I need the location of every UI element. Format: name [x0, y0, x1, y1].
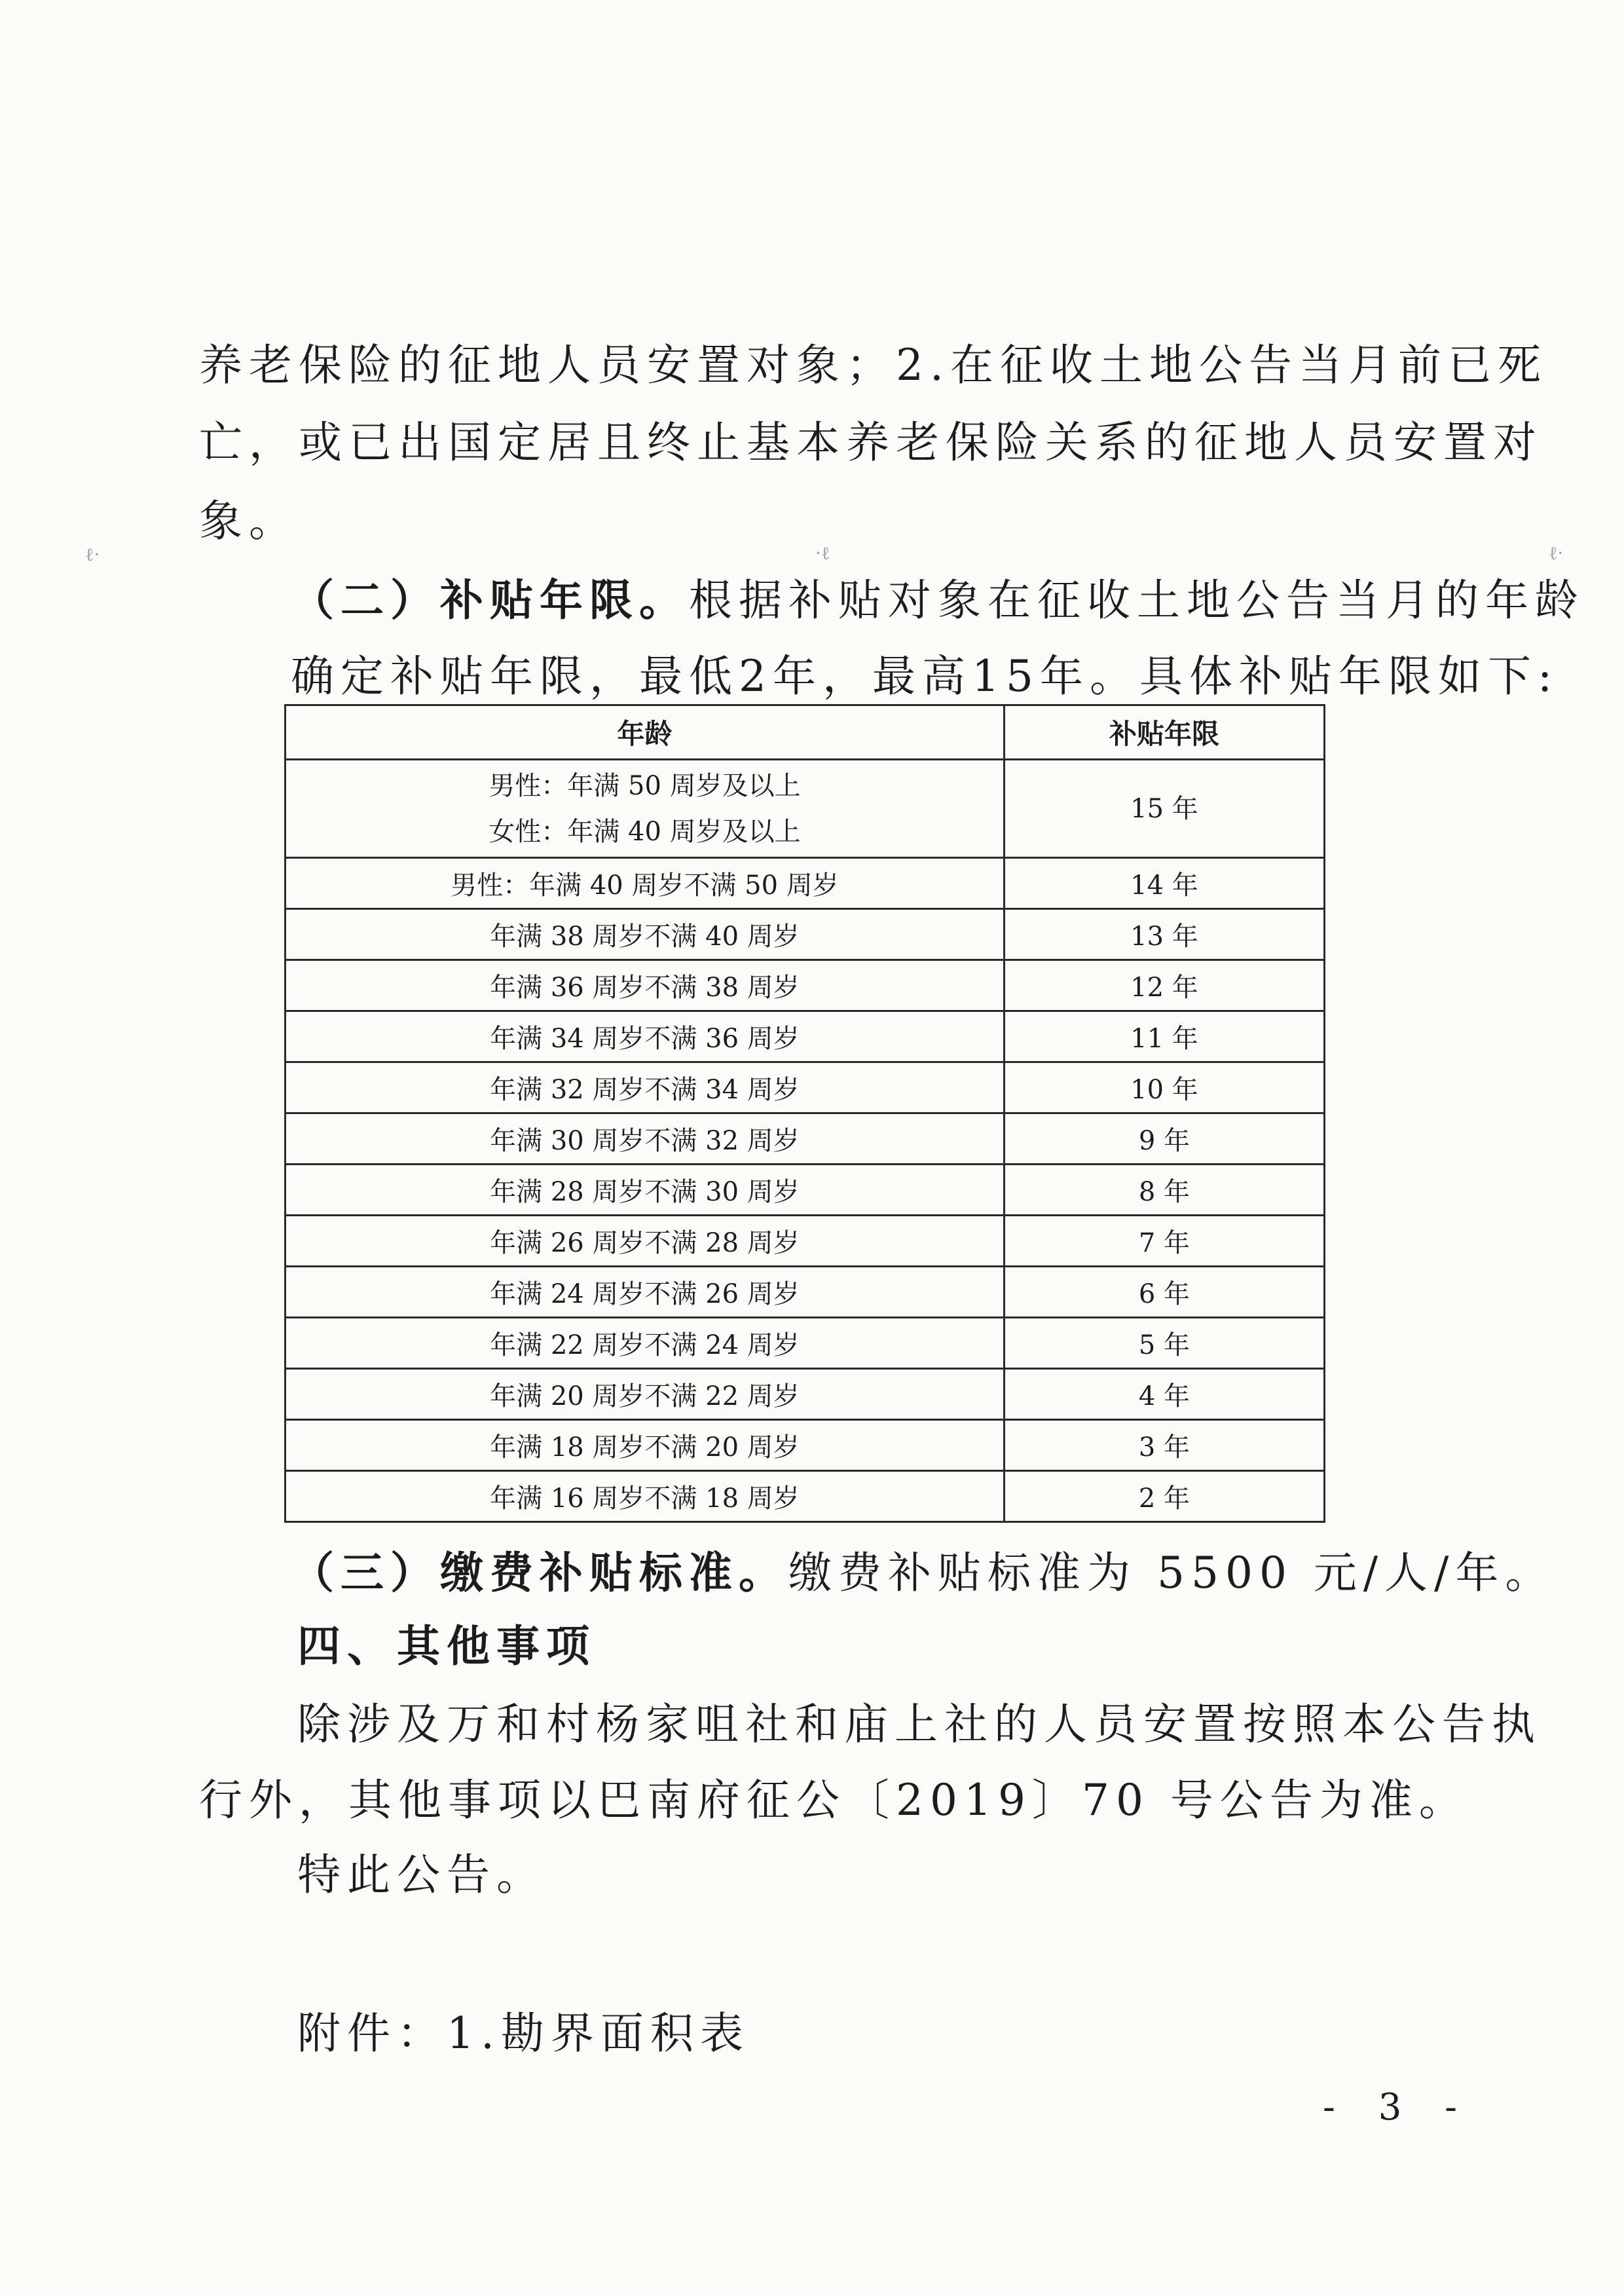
section-2-heading: （二）补贴年限。	[291, 574, 689, 625]
age-cell: 年满 22 周岁不满 24 周岁	[286, 1318, 1005, 1369]
age-cell: 年满 30 周岁不满 32 周岁	[286, 1113, 1005, 1165]
age-cell: 年满 28 周岁不满 30 周岁	[286, 1165, 1005, 1216]
section-3-text: 缴费补贴标准为 5500 元/人/年。	[788, 1548, 1555, 1598]
age-cell	[286, 760, 1005, 858]
years-cell: 2 年	[1004, 1471, 1324, 1522]
years-cell: 13 年	[1004, 909, 1324, 960]
years-cell: 4 年	[1004, 1369, 1324, 1420]
scan-mark: ·ℓ	[815, 542, 830, 564]
years-cell: 14 年	[1004, 858, 1324, 909]
years-cell: 12 年	[1004, 960, 1324, 1011]
section-4-line-1: 除涉及万和村杨家咀社和庙上社的人员安置按照本公告执	[297, 1699, 1541, 1749]
age-cell: 年满 24 周岁不满 26 周岁	[286, 1267, 1005, 1318]
table-row	[286, 909, 1325, 960]
years-cell: 10 年	[1004, 1062, 1324, 1113]
scan-mark: ℓ·	[1549, 542, 1564, 564]
section-2-line-2: 确定补贴年限，最低2年，最高15年。具体补贴年限如下:	[291, 651, 1559, 701]
scan-mark: ℓ·	[85, 544, 100, 565]
page-number: - 3 -	[1323, 2086, 1473, 2129]
table-row	[286, 1165, 1325, 1216]
body-line-2: 亡，或已出国定居且终止基本养老保险关系的征地人员安置对	[199, 417, 1543, 468]
table-row	[286, 1062, 1325, 1113]
years-cell: 6 年	[1004, 1267, 1324, 1318]
age-cell: 年满 16 周岁不满 18 周岁	[286, 1471, 1005, 1522]
body-line-3: 象。	[199, 496, 299, 546]
table-row	[286, 1113, 1325, 1165]
table-row	[286, 1471, 1325, 1522]
age-cell: 年满 36 周岁不满 38 周岁	[286, 960, 1005, 1011]
table-row	[286, 960, 1325, 1011]
section-3-line	[291, 1547, 1555, 1598]
years-cell: 3 年	[1004, 1420, 1324, 1471]
age-male-line: 男性：年满 50 周岁及以上	[489, 770, 801, 801]
table-row	[286, 1420, 1325, 1471]
table-row	[286, 1267, 1325, 1318]
table-row	[286, 1318, 1325, 1369]
table-row	[286, 858, 1325, 909]
subsidy-years-table	[284, 704, 1325, 1523]
years-cell: 9 年	[1004, 1113, 1324, 1165]
section-2-line-1	[291, 574, 1585, 625]
table-header-row	[286, 705, 1325, 760]
years-cell: 5 年	[1004, 1318, 1324, 1369]
age-cell: 年满 38 周岁不满 40 周岁	[286, 909, 1005, 960]
table-row	[286, 760, 1325, 858]
table-row	[286, 1011, 1325, 1062]
years-cell: 11 年	[1004, 1011, 1324, 1062]
age-cell: 年满 32 周岁不满 34 周岁	[286, 1062, 1005, 1113]
section-2-text: 根据补贴对象在征收土地公告当月的年龄	[689, 575, 1585, 625]
age-cell: 年满 26 周岁不满 28 周岁	[286, 1216, 1005, 1267]
section-4-line-2: 行外，其他事项以巴南府征公〔2019〕70 号公告为准。	[199, 1775, 1469, 1825]
header-years: 补贴年限	[1004, 705, 1324, 760]
header-age: 年龄	[286, 705, 1005, 760]
closing-line: 特此公告。	[297, 1850, 546, 1900]
body-line-1: 养老保险的征地人员安置对象；2.在征收土地公告当月前已死	[199, 340, 1547, 390]
age-female-line: 女性：年满 40 周岁及以上	[489, 816, 801, 847]
age-cell: 男性：年满 40 周岁不满 50 周岁	[286, 858, 1005, 909]
attachment-line: 附件：1.勘界面积表	[297, 2008, 750, 2059]
section-4-heading: 四、其他事项	[297, 1620, 596, 1671]
age-cell: 年满 34 周岁不满 36 周岁	[286, 1011, 1005, 1062]
table-row	[286, 1369, 1325, 1420]
years-cell: 8 年	[1004, 1165, 1324, 1216]
age-cell: 年满 20 周岁不满 22 周岁	[286, 1369, 1005, 1420]
age-cell: 年满 18 周岁不满 20 周岁	[286, 1420, 1005, 1471]
years-cell: 7 年	[1004, 1216, 1324, 1267]
table-row	[286, 1216, 1325, 1267]
section-3-heading: （三）缴费补贴标准。	[291, 1547, 788, 1598]
years-cell: 15 年	[1004, 760, 1324, 858]
